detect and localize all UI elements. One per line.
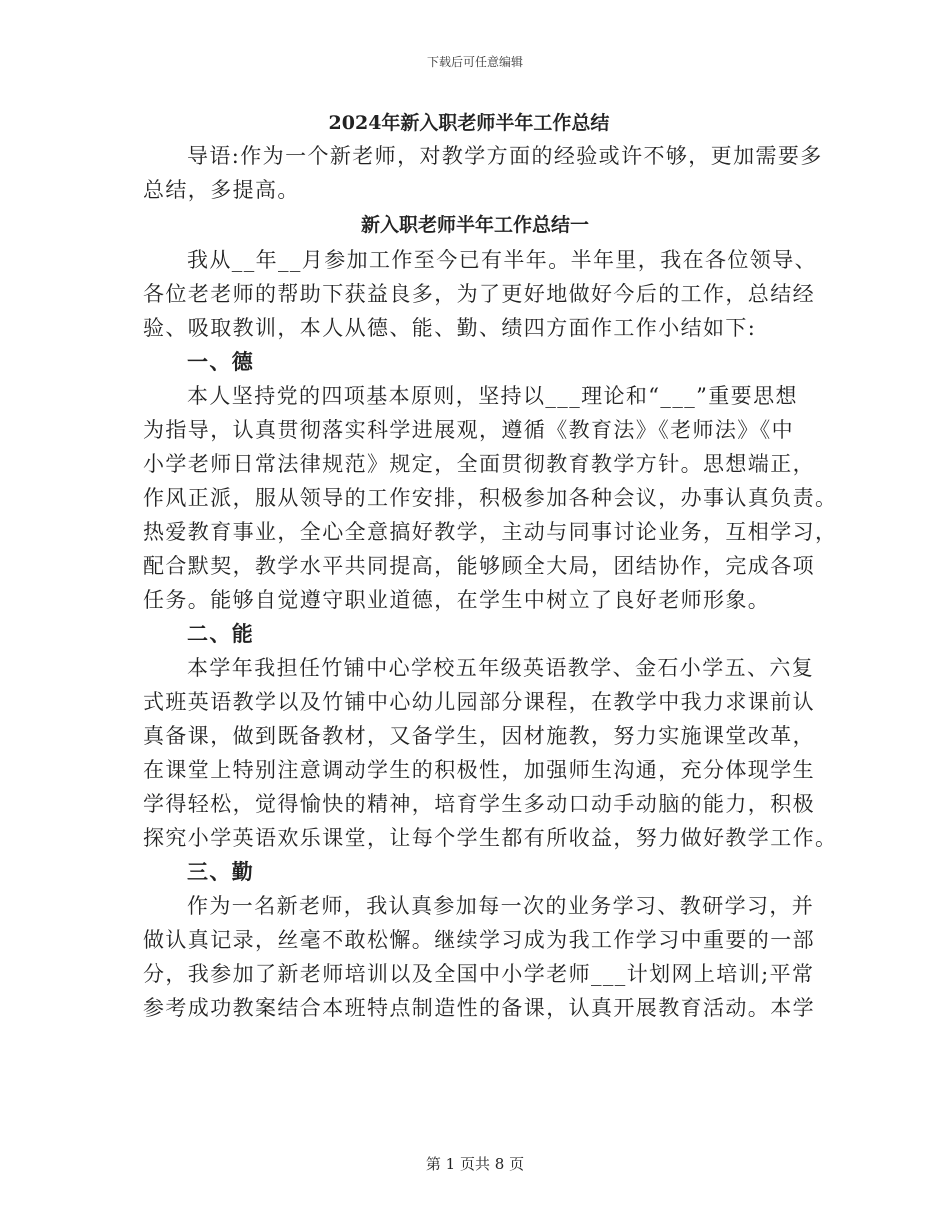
section-paragraph-qin <box>143 889 815 1025</box>
text-line: 为指导，认真贯彻落实科学进展观，遵循《教育法》《老师法》《中 <box>143 418 794 442</box>
text-line: 总结，多提高。 <box>143 178 300 202</box>
section-subtitle: 新入职老师半年工作总结一 <box>360 214 589 236</box>
text-line: 本学年我担任竹铺中心学校五年级英语教学、金石小学五、六复 <box>187 656 815 680</box>
section-paragraph-neng <box>143 651 838 855</box>
opening-paragraph <box>143 243 817 345</box>
text-line: 在课堂上特别注意调动学生的积极性，加强师生沟通，充分体现学生 <box>143 758 815 782</box>
section-heading-neng: 二、能 <box>187 621 255 646</box>
page-number-footer: 第 1 页共 8 页 <box>425 1155 525 1173</box>
document-title: 2024年新入职老师半年工作总结 <box>328 112 610 134</box>
text-line: 各位老老师的帮助下获益良多，为了更好地做好今后的工作，总结经 <box>143 282 815 306</box>
text-line: 学得轻松，觉得愉快的精神，培育学生多动口动手动脑的能力，积极 <box>143 792 815 816</box>
text-line: 分，我参加了新老师培训以及全国中小学老师___计划网上培训;平常 <box>143 962 815 986</box>
section-heading-qin: 三、勤 <box>187 859 255 884</box>
section-paragraph-de <box>143 379 838 617</box>
text-line: 小学老师日常法律规范》规定，全面贯彻教育教学方针。思想端正， <box>143 452 815 476</box>
text-line: 参考成功教案结合本班特点制造性的备课，认真开展教育活动。本学 <box>143 996 815 1020</box>
page-header-note: 下载后可任意编辑 <box>426 55 523 69</box>
text-line: 作为一名新老师，我认真参加每一次的业务学习、教研学习，并 <box>187 894 815 918</box>
text-line: 真备课，做到既备教材，又备学生，因材施教，努力实施课堂改革， <box>143 724 815 748</box>
text-line: 本人坚持党的四项基本原则，坚持以___理论和“___”重要思想 <box>187 384 798 408</box>
text-line: 做认真记录，丝毫不敢松懈。继续学习成为我工作学习中重要的一部 <box>143 928 815 952</box>
text-line: 配合默契，教学水平共同提高，能够顾全大局，团结协作，完成各项 <box>143 554 815 578</box>
text-line: 热爱教育事业，全心全意搞好教学，主动与同事讨论业务，互相学习， <box>143 520 838 544</box>
intro-paragraph <box>143 139 823 207</box>
text-line: 任务。能够自觉遵守职业道德，在学生中树立了良好老师形象。 <box>143 588 771 612</box>
text-line: 验、吸取教训，本人从德、能、勤、绩四方面作工作小结如下: <box>143 316 757 340</box>
text-line: 作风正派，服从领导的工作安排，积极参加各种会议，办事认真负责。 <box>143 486 838 510</box>
text-line: 探究小学英语欢乐课堂，让每个学生都有所收益，努力做好教学工作。 <box>143 826 838 850</box>
text-line: 我从__年__月参加工作至今已有半年。半年里，我在各位领导、 <box>187 248 817 272</box>
text-line: 式班英语教学以及竹铺中心幼儿园部分课程，在教学中我力求课前认 <box>143 690 815 714</box>
text-line: 导语:作为一个新老师，对教学方面的经验或许不够，更加需要多 <box>187 144 823 168</box>
document-body <box>143 107 838 1025</box>
section-heading-de: 一、德 <box>187 349 255 374</box>
